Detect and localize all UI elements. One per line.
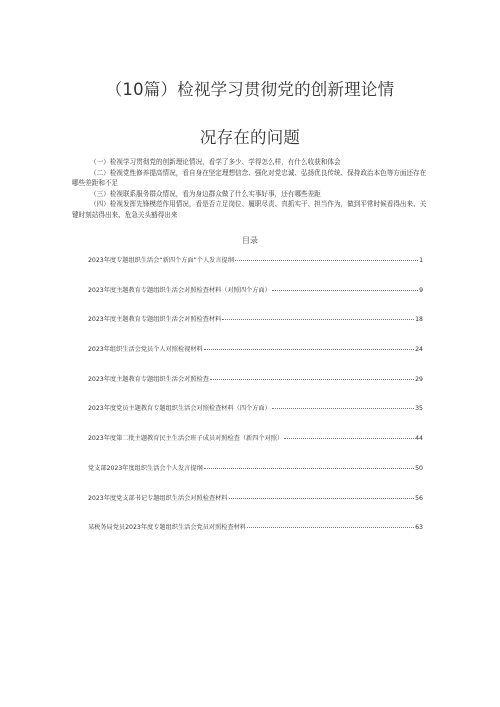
toc-leader-dots xyxy=(247,527,414,528)
toc-entry-page: 29 xyxy=(415,375,423,383)
toc-leader-dots xyxy=(222,319,414,320)
intro-paragraph-2: （二）检视党性修养提高情况，看自身在坚定理想信念、强化对党忠诚、弘扬优良传统、保持政治本色等方面还存在哪些差距和不足 xyxy=(72,168,427,187)
toc-entry-page: 63 xyxy=(415,524,423,532)
toc-entry-page: 35 xyxy=(415,405,423,413)
toc-entry[interactable] xyxy=(88,493,423,523)
toc-entry-page: 1 xyxy=(419,257,423,264)
toc-entry-title: 2023年度专题组织生活会“新四个方面”个人发言提纲 xyxy=(88,257,234,264)
toc-entry[interactable] xyxy=(88,344,423,374)
toc-leader-dots xyxy=(229,498,415,499)
intro-paragraph-4: （四）检视发挥先锋模范作用情况，看是否立足岗位、履职尽责、真抓实干、担当作为，做到平常时候看得出来、关键时刻站得出来、危急关头豁得出来 xyxy=(72,200,427,219)
toc-entry[interactable] xyxy=(88,522,423,552)
document-title-line-1: （10篇）检视学习贯彻党的创新理论情 xyxy=(105,80,395,99)
toc-entry[interactable] xyxy=(88,314,423,344)
toc-leader-dots xyxy=(210,379,414,380)
toc-entry-page: 18 xyxy=(415,316,423,324)
toc-entry-page: 50 xyxy=(415,464,423,472)
toc-entry-title: 2023年度主题教育专题组织生活会对照检查材料 xyxy=(88,316,222,324)
toc-leader-dots xyxy=(272,408,414,409)
toc-entry[interactable] xyxy=(88,403,423,433)
toc-entry[interactable] xyxy=(88,463,423,493)
toc-entry[interactable] xyxy=(88,374,423,404)
toc-entry-title: 2023年度主题教育专题组织生活会对照检查材料（对照四个方面） xyxy=(88,286,271,294)
toc-entry-title: 2023年度党支部书记专题组织生活会对照检查材料 xyxy=(88,494,228,502)
toc-entry-title: 党支部2023年度组织生活会个人发言提纲 xyxy=(88,464,203,472)
toc-leader-dots xyxy=(272,290,418,291)
toc-leader-dots xyxy=(204,468,414,469)
toc-entry-page: 44 xyxy=(415,435,423,443)
toc-entry-title: 某税务局党员2023年度专题组织生活会党员对照检查材料 xyxy=(88,524,247,532)
toc-leader-dots xyxy=(235,260,418,261)
intro-section xyxy=(72,157,432,220)
toc-leader-dots xyxy=(204,349,414,350)
toc-entry-title: 2023年度主题教育专题组织生活会对照检查 xyxy=(88,375,209,383)
intro-paragraph-1: （一）检视学习贯彻党的创新理论情况，看学了多少、学得怎么样，有什么收获和体会 xyxy=(90,158,341,166)
toc-entry-title: 2023年度第二批主题教育民主生活会班子成员对照检查（新四个对照） xyxy=(88,435,284,443)
table-of-contents xyxy=(88,255,423,552)
toc-entry-title: 2023年度党员主题教育专题组织生活会对照检查材料（四个方面） xyxy=(88,405,271,413)
document-title-line-2: 况存在的问题 xyxy=(199,128,301,147)
toc-entry-page: 56 xyxy=(415,494,423,502)
toc-heading: 目录 xyxy=(242,236,258,245)
toc-entry-page: 24 xyxy=(415,346,423,354)
toc-entry-title: 2023年组织生活会党员个人对照检视材料 xyxy=(88,346,203,354)
toc-entry[interactable] xyxy=(88,285,423,315)
intro-paragraph-3: （三）检视联系服务群众情况，看为身边群众做了什么实事好事，还有哪些差距 xyxy=(90,189,321,198)
toc-entry-page: 9 xyxy=(419,286,423,294)
toc-entry[interactable] xyxy=(88,255,423,285)
toc-leader-dots xyxy=(284,438,414,439)
toc-entry[interactable] xyxy=(88,433,423,463)
